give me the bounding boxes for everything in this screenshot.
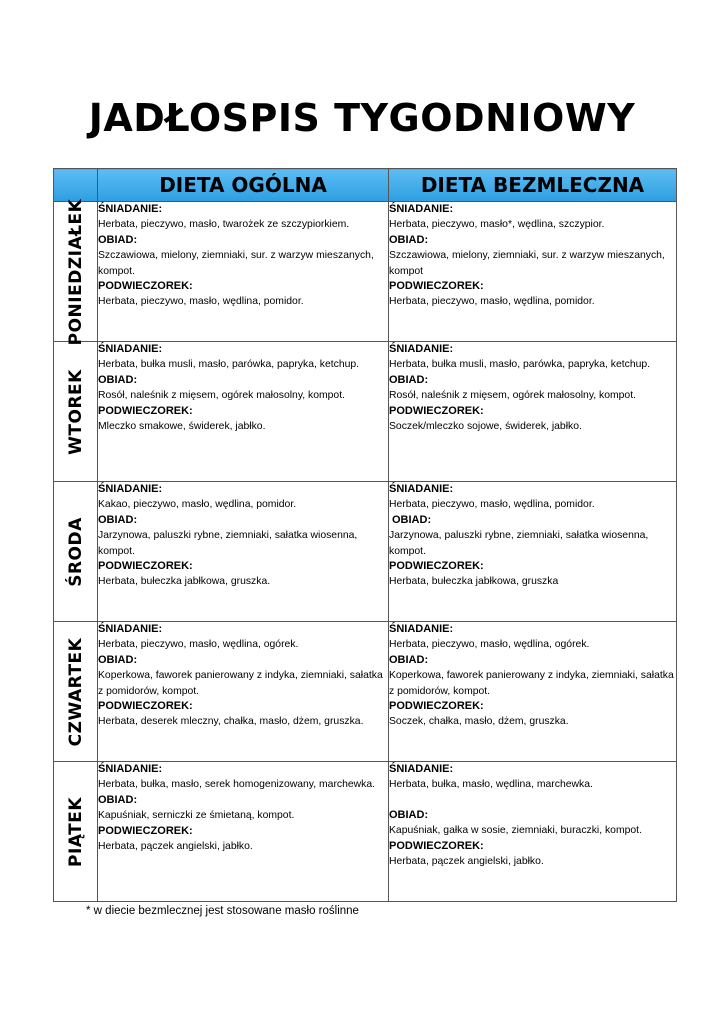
meal-text-snack: Herbata, pieczywo, masło, wędlina, pomidor. (98, 296, 304, 308)
meal-title-lunch: OBIAD: (98, 653, 138, 666)
meal-title-lunch: OBIAD: (389, 808, 429, 821)
meal-title-snack: PODWIECZOREK: (389, 839, 484, 852)
meal-text-breakfast: Herbata, pieczywo, masło, wędlina, ogórek. (389, 639, 590, 651)
meal-text-snack: Herbata, pączek angielski, jabłko. (389, 856, 544, 868)
meal-title-breakfast: ŚNIADANIE: (389, 623, 454, 635)
day-cell (54, 342, 98, 482)
day-row (54, 762, 677, 902)
day-row (54, 622, 677, 762)
header-row (54, 169, 677, 202)
meal-text-breakfast: Herbata, pieczywo, masło, twarożek ze szczypiorkiem. (98, 219, 350, 231)
meal-text-lunch: Szczawiowa, mielony, ziemniaki, sur. z warzyw mieszanych, kompot. (98, 250, 374, 277)
meal-text-breakfast: Herbata, bułka musli, masło, parówka, papryka, ketchup. (98, 359, 360, 371)
page-title: JADŁOSPIS TYGODNIOWY (88, 96, 636, 140)
day-cell (54, 482, 98, 622)
menu-table (53, 168, 677, 902)
day-label: PIĄTEK (65, 796, 86, 867)
general-diet-cell (98, 762, 389, 902)
meal-title-snack: PODWIECZOREK: (98, 404, 193, 417)
dairy-free-diet-cell (389, 342, 677, 482)
blank-line (389, 793, 676, 808)
meal-title-snack: PODWIECZOREK: (389, 404, 484, 417)
meal-text-lunch: Kapuśniak, gałka w sosie, ziemniaki, buraczki, kompot. (389, 825, 642, 837)
day-label: ŚRODA (65, 516, 86, 587)
meal-title-breakfast: ŚNIADANIE: (98, 483, 163, 495)
meal-title-lunch: OBIAD: (389, 653, 429, 666)
meal-title-lunch: OBIAD: (98, 793, 138, 806)
meal-text-breakfast: Herbata, bułka musli, masło, parówka, papryka, ketchup. (389, 359, 651, 371)
meal-text-lunch: Rosół, naleśnik z mięsem, ogórek małosolny, kompot. (389, 390, 636, 402)
meal-text-snack: Herbata, pączek angielski, jabłko. (98, 841, 253, 853)
meal-title-lunch: OBIAD: (389, 373, 429, 386)
column-header-general: DIETA OGÓLNA (98, 169, 389, 202)
day-label: PONIEDZIAŁEK (65, 198, 86, 345)
dairy-free-diet-cell (389, 202, 677, 342)
column-header-dairy-free: DIETA BEZMLECZNA (389, 169, 677, 202)
meal-text-snack: Mleczko smakowe, świderek, jabłko. (98, 421, 266, 433)
meal-title-snack: PODWIECZOREK: (98, 700, 193, 713)
meal-text-breakfast: Kakao, pieczywo, masło, wędlina, pomidor. (98, 499, 297, 511)
meal-title-breakfast: ŚNIADANIE: (389, 763, 454, 775)
meal-title-lunch: OBIAD: (98, 233, 138, 246)
meal-title-breakfast: ŚNIADANIE: (389, 203, 454, 215)
meal-title-breakfast: ŚNIADANIE: (98, 203, 163, 215)
meal-text-breakfast: Herbata, bułka, masło, wędlina, marchewka. (389, 779, 593, 791)
dairy-free-diet-cell (389, 482, 677, 622)
day-row (54, 202, 677, 342)
meal-title-lunch: OBIAD: (392, 513, 432, 526)
general-diet-cell (98, 202, 389, 342)
day-cell (54, 198, 98, 345)
meal-text-breakfast: Herbata, pieczywo, masło, wędlina, ogórek. (98, 639, 299, 651)
day-label: WTOREK (65, 368, 86, 455)
day-row (54, 482, 677, 622)
meal-title-snack: PODWIECZOREK: (389, 280, 484, 293)
meal-title-breakfast: ŚNIADANIE: (389, 343, 454, 355)
general-diet-cell (98, 622, 389, 762)
meal-text-snack: Soczek/mleczko sojowe, świderek, jabłko. (389, 421, 582, 433)
dairy-free-diet-cell (389, 762, 677, 902)
meal-title-snack: PODWIECZOREK: (98, 824, 193, 837)
meal-title-breakfast: ŚNIADANIE: (389, 483, 454, 495)
meal-text-lunch: Rosół, naleśnik z mięsem, ogórek małosolny, kompot. (98, 390, 345, 402)
day-row (54, 342, 677, 482)
meal-text-breakfast: Herbata, pieczywo, masło, wędlina, pomidor. (389, 499, 595, 511)
meal-title-snack: PODWIECZOREK: (98, 280, 193, 293)
meal-text-breakfast: Herbata, pieczywo, masło*, wędlina, szczypior. (389, 219, 605, 231)
meal-text-lunch: Jarzynowa, paluszki rybne, ziemniaki, sałatka wiosenna, kompot. (389, 530, 649, 557)
footnote: * w diecie bezmlecznej jest stosowane masło roślinne (86, 905, 359, 917)
meal-text-snack: Herbata, bułeczka jabłkowa, gruszka (389, 576, 559, 588)
meal-text-lunch: Szczawiowa, mielony, ziemniaki, sur. z warzyw mieszanych, kompot (389, 250, 665, 277)
header-corner (54, 169, 98, 202)
meal-text-snack: Herbata, pieczywo, masło, wędlina, pomidor. (389, 296, 595, 308)
meal-text-lunch: Koperkowa, faworek panierowany z indyka, ziemniaki, sałatka z pomidorów, kompot. (389, 670, 674, 697)
meal-text-snack: Herbata, bułeczka jabłkowa, gruszka. (98, 576, 271, 588)
meal-title-lunch: OBIAD: (389, 233, 429, 246)
meal-title-lunch: OBIAD: (98, 373, 138, 386)
meal-title-breakfast: ŚNIADANIE: (98, 763, 163, 775)
meal-title-snack: PODWIECZOREK: (389, 560, 484, 573)
meal-title-breakfast: ŚNIADANIE: (98, 623, 163, 635)
meal-text-lunch: Jarzynowa, paluszki rybne, ziemniaki, sałatka wiosenna, kompot. (98, 530, 358, 557)
meal-title-breakfast: ŚNIADANIE: (98, 343, 163, 355)
meal-title-snack: PODWIECZOREK: (389, 700, 484, 713)
general-diet-cell (98, 342, 389, 482)
meal-title-lunch: OBIAD: (98, 513, 138, 526)
meal-text-snack: Soczek, chałka, masło, dżem, gruszka. (389, 716, 569, 728)
day-cell (54, 762, 98, 902)
meal-text-lunch: Koperkowa, faworek panierowany z indyka, ziemniaki, sałatka z pomidorów, kompot. (98, 670, 383, 697)
day-cell (54, 622, 98, 762)
day-label: CZWARTEK (65, 637, 86, 746)
general-diet-cell (98, 482, 389, 622)
meal-text-breakfast: Herbata, bułka, masło, serek homogenizowany, marchewka. (98, 779, 376, 791)
meal-title-snack: PODWIECZOREK: (98, 560, 193, 573)
meal-text-lunch: Kapuśniak, serniczki ze śmietaną, kompot. (98, 810, 295, 822)
dairy-free-diet-cell (389, 622, 677, 762)
meal-text-snack: Herbata, deserek mleczny, chałka, masło, dżem, gruszka. (98, 716, 364, 728)
